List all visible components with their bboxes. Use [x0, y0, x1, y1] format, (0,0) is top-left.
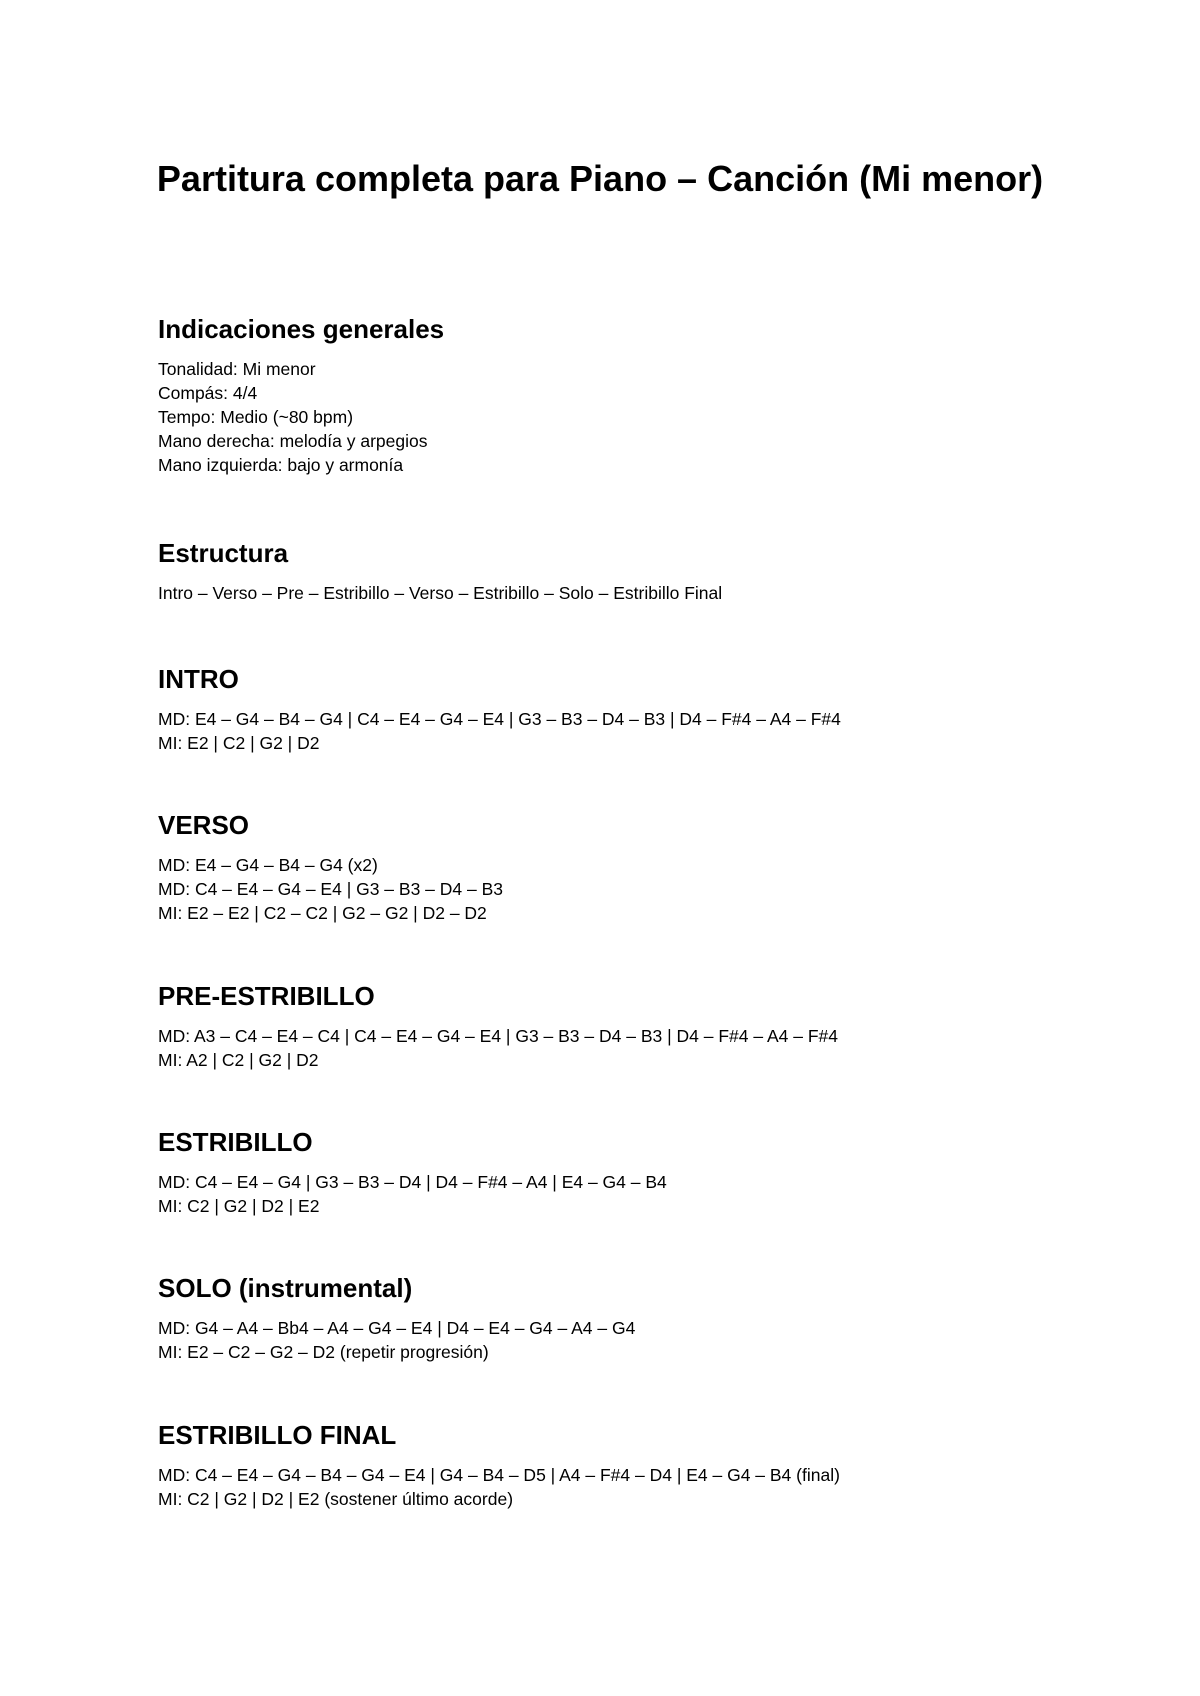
section-heading: VERSO [158, 810, 250, 840]
section-body [158, 1024, 1118, 1072]
section-body [158, 581, 1118, 605]
text-line: MD: E4 – G4 – B4 – G4 (x2) [158, 855, 378, 875]
text-line: Tonalidad: Mi menor [158, 359, 316, 379]
text-line: Tempo: Medio (~80 bpm) [158, 407, 354, 427]
section-heading: INTRO [158, 664, 239, 694]
text-line: MI: E2 – E2 | C2 – C2 | G2 – G2 | D2 – D2 [158, 903, 487, 923]
section-body [158, 1170, 1118, 1218]
text-line: MI: C2 | G2 | D2 | E2 [158, 1196, 320, 1216]
section-body [158, 1463, 1118, 1511]
section-structure [158, 537, 1118, 605]
text-line: Intro – Verso – Pre – Estribillo – Verso – Estribillo – Solo – Estribillo Final [158, 583, 723, 603]
section-chorus [158, 1126, 1118, 1218]
section-solo [158, 1272, 1118, 1364]
section-heading: ESTRIBILLO FINAL [158, 1420, 397, 1450]
section-heading: SOLO (instrumental) [158, 1273, 413, 1303]
section-pre-chorus [158, 980, 1118, 1072]
section-heading: PRE-ESTRIBILLO [158, 981, 375, 1011]
page-title: Partitura completa para Piano – Canción (Mi menor) [156, 158, 1044, 199]
section-verse [158, 809, 1118, 925]
text-line: MD: C4 – E4 – G4 | G3 – B3 – D4 | D4 – F#4 – A4 | E4 – G4 – B4 [158, 1172, 667, 1192]
section-heading: ESTRIBILLO [158, 1127, 313, 1157]
text-line: MI: E2 – C2 – G2 – D2 (repetir progresión) [158, 1342, 489, 1362]
section-general-indications [158, 313, 1118, 477]
text-line: Compás: 4/4 [158, 383, 258, 403]
section-body [158, 707, 1118, 755]
section-intro [158, 663, 1118, 755]
section-heading: Indicaciones generales [158, 314, 445, 344]
text-line: MD: E4 – G4 – B4 – G4 | C4 – E4 – G4 – E4 | G3 – B3 – D4 – B3 | D4 – F#4 – A4 – F#4 [158, 709, 841, 729]
text-line: MI: C2 | G2 | D2 | E2 (sostener último acorde) [158, 1489, 514, 1509]
section-body [158, 357, 1118, 477]
text-line: Mano izquierda: bajo y armonía [158, 455, 404, 475]
text-line: MD: C4 – E4 – G4 – E4 | G3 – B3 – D4 – B3 [158, 879, 504, 899]
section-body [158, 853, 1118, 925]
text-line: MI: E2 | C2 | G2 | D2 [158, 733, 320, 753]
text-line: MD: A3 – C4 – E4 – C4 | C4 – E4 – G4 – E4 | G3 – B3 – D4 – B3 | D4 – F#4 – A4 – F#4 [158, 1026, 838, 1046]
section-final-chorus [158, 1419, 1118, 1511]
section-body [158, 1316, 1118, 1364]
text-line: MD: G4 – A4 – Bb4 – A4 – G4 – E4 | D4 – E4 – G4 – A4 – G4 [158, 1318, 636, 1338]
text-line: MD: C4 – E4 – G4 – B4 – G4 – E4 | G4 – B4 – D5 | A4 – F#4 – D4 | E4 – G4 – B4 (final) [158, 1465, 840, 1485]
section-heading: Estructura [158, 538, 289, 568]
text-line: Mano derecha: melodía y arpegios [158, 431, 428, 451]
text-line: MI: A2 | C2 | G2 | D2 [158, 1050, 319, 1070]
